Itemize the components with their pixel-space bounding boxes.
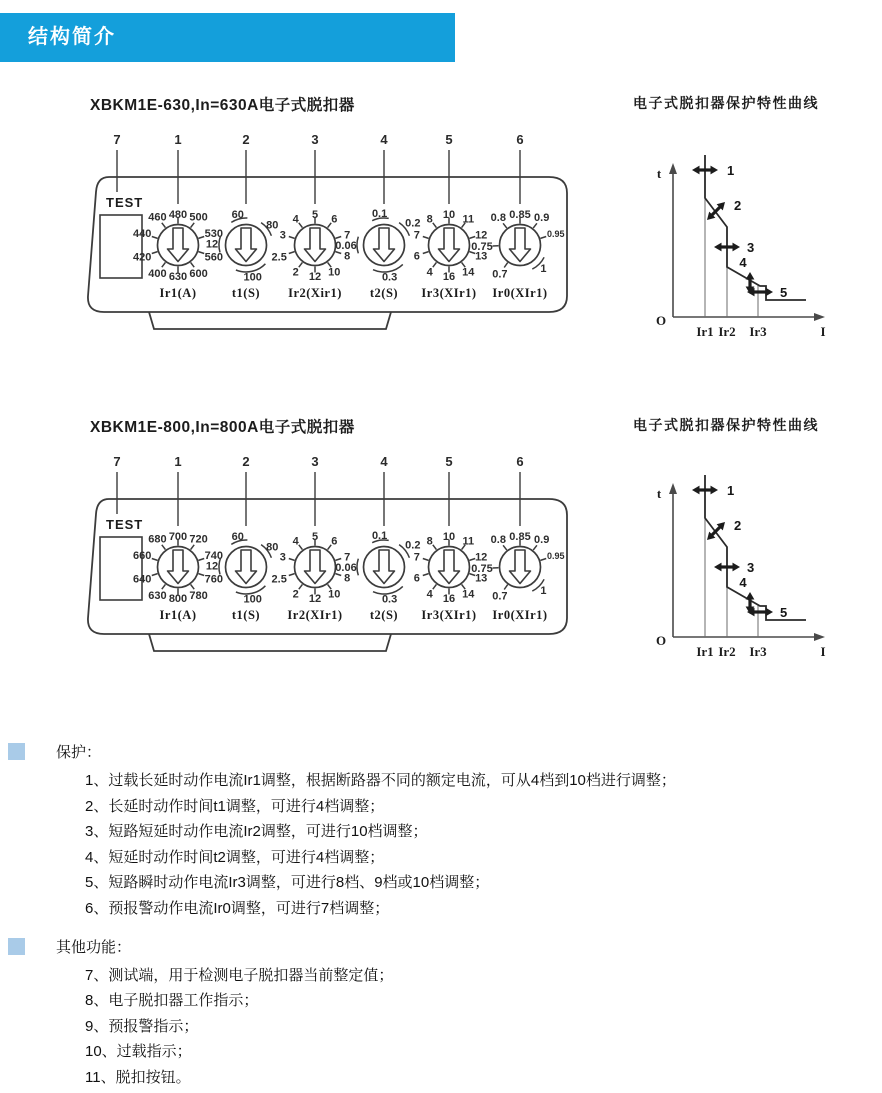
dial-value: 530 xyxy=(205,228,223,240)
dial-body xyxy=(295,225,336,266)
dial-value: 2.5 xyxy=(272,251,287,263)
dial-value: 0.95 xyxy=(547,229,565,239)
dial-name-label: t2(S) xyxy=(370,286,398,300)
dial-name-label: Ir0(XIr1) xyxy=(492,608,547,622)
dial-tick xyxy=(191,584,195,589)
note-item: 11、脱扣按钮。 xyxy=(0,1068,882,1087)
dial-tick xyxy=(504,263,508,268)
dial-value: 0.9 xyxy=(534,534,549,546)
dial-value: 6 xyxy=(414,572,420,584)
dial-value: 2 xyxy=(293,588,299,600)
dial-value: 0.1 xyxy=(372,208,387,220)
callout-number: 2 xyxy=(242,132,249,147)
dial-value: 13 xyxy=(475,250,487,262)
note-item: 4、短延时动作时间t2调整，可进行4档调整； xyxy=(0,848,882,867)
dial-value: 10 xyxy=(328,266,340,278)
dial-tick xyxy=(533,545,537,550)
curve-marker-number: 1 xyxy=(727,483,734,498)
dial-tick xyxy=(433,545,437,550)
panel-title-630: XBKM1E-630,In=630A电子式脱扣器 xyxy=(90,93,355,115)
callout-number: 1 xyxy=(174,454,181,469)
dial-pointer-arrow xyxy=(439,228,460,262)
dial-value: 2 xyxy=(293,266,299,278)
dial-value: 0.7 xyxy=(492,591,507,603)
dial-body xyxy=(364,225,405,266)
dial-value: 600 xyxy=(189,268,207,280)
dial-tick xyxy=(289,237,295,239)
dial-name-label: t1(S) xyxy=(232,608,260,622)
dial-tick xyxy=(191,223,195,228)
dial-pointer-arrow xyxy=(168,228,189,262)
dial-name-label: Ir3(XIr1) xyxy=(421,608,476,622)
dial-tick xyxy=(162,584,166,589)
dial-value: 0.85 xyxy=(509,209,530,221)
dial-value: 12 xyxy=(309,593,321,605)
dial-value: 4 xyxy=(427,266,434,278)
curve-title-2: 电子式脱扣器保护特性曲线 xyxy=(633,415,819,435)
dial-value: 14 xyxy=(462,266,475,278)
dial-value: 0.85 xyxy=(509,531,530,543)
dial-tick xyxy=(423,237,429,239)
dial-value: 14 xyxy=(462,588,475,600)
dial-Ir0(XIr1) xyxy=(471,209,564,281)
callout-number: 4 xyxy=(380,132,388,147)
dial-value: 780 xyxy=(189,590,207,602)
dial-tick xyxy=(335,252,341,254)
dial-value: 420 xyxy=(133,251,151,263)
note-heading xyxy=(0,936,882,957)
dial-value: 4 xyxy=(293,213,300,225)
note-item: 1、过载长延时动作电流Ir1调整，根据断路器不同的额定电流，可从4档到10档进行调整； xyxy=(0,771,882,790)
trip-unit-panel-diagram-630 xyxy=(83,128,573,338)
dial-name-label: t2(S) xyxy=(370,608,398,622)
dial-value: 0.7 xyxy=(492,269,507,281)
protection-curve-diagram-2 xyxy=(630,460,880,665)
dial-value: 12 xyxy=(206,561,218,573)
dial-value: 12 xyxy=(206,239,218,251)
dial-value: 4 xyxy=(293,535,300,547)
section-header-banner xyxy=(0,13,455,62)
dial-body xyxy=(226,547,267,588)
dial-tick xyxy=(503,223,507,228)
dial-name-label: Ir1(A) xyxy=(159,286,196,300)
dial-tick xyxy=(289,559,295,561)
dial-value: 12 xyxy=(475,229,487,241)
dial-value: 0.06 xyxy=(335,240,356,252)
dial-tick xyxy=(162,545,166,550)
dial-value: 800 xyxy=(169,593,187,605)
dial-value: 0.3 xyxy=(382,594,397,606)
dial-t1(S) xyxy=(206,209,279,283)
dial-bracket-arc xyxy=(219,236,221,253)
dial-value: 8 xyxy=(344,250,350,262)
dial-value: 10 xyxy=(443,209,455,221)
callout-number: 7 xyxy=(113,454,120,469)
protection-curve-diagram-1 xyxy=(630,140,880,345)
dial-tick xyxy=(289,252,295,254)
dial-value: 630 xyxy=(148,590,166,602)
dial-tick xyxy=(299,584,303,589)
note-heading-text: 保护： xyxy=(56,741,101,762)
dial-tick xyxy=(198,252,204,254)
dial-name-label: Ir2(Xir1) xyxy=(288,286,342,300)
dial-tick xyxy=(540,237,546,239)
trip-unit-panel-diagram-800 xyxy=(83,450,573,660)
dial-t2(S) xyxy=(335,530,420,605)
x-threshold-label: Ir1 xyxy=(696,644,713,659)
dial-tick xyxy=(423,574,429,576)
dial-name-label: Ir0(XIr1) xyxy=(492,286,547,300)
y-axis-arrowhead xyxy=(669,483,677,494)
x-threshold-label: Ir1 xyxy=(696,324,713,339)
dial-value: 760 xyxy=(205,573,223,585)
dial-value: 7 xyxy=(344,551,350,563)
dial-value: 0.3 xyxy=(382,272,397,284)
dial-value: 0.75 xyxy=(471,563,492,575)
callout-number: 1 xyxy=(174,132,181,147)
dial-name-label: Ir1(A) xyxy=(159,608,196,622)
dial-body xyxy=(158,547,199,588)
panel-title-800: XBKM1E-800,In=800A电子式脱扣器 xyxy=(90,415,355,437)
dial-t1(S) xyxy=(206,531,279,605)
y-axis-label: t xyxy=(657,166,662,181)
dial-value: 10 xyxy=(443,531,455,543)
dial-pointer-arrow xyxy=(374,228,395,262)
dial-tick xyxy=(423,252,429,254)
dial-value: 560 xyxy=(205,251,223,263)
dial-tick xyxy=(423,559,429,561)
dial-value: 80 xyxy=(266,541,278,553)
panel-bottom-tab xyxy=(149,312,391,329)
note-item: 5、短路瞬时动作电流Ir3调整，可进行8档、9档或10档调整； xyxy=(0,873,882,892)
curve-marker-number: 3 xyxy=(747,560,754,575)
dial-body xyxy=(295,547,336,588)
notes-section xyxy=(0,735,882,1093)
dial-pointer-arrow xyxy=(236,228,257,262)
dial-value: 740 xyxy=(205,550,223,562)
curve-marker-number: 4 xyxy=(739,255,747,270)
dial-value: 0.8 xyxy=(491,534,506,546)
dial-tick xyxy=(198,574,204,576)
x-axis-arrowhead xyxy=(814,633,825,641)
test-label: TEST xyxy=(106,195,143,210)
bullet-square-icon xyxy=(8,938,25,955)
dial-pointer-arrow xyxy=(305,550,326,584)
dial-bracket-arc xyxy=(219,558,221,575)
dial-value: 8 xyxy=(427,213,433,225)
dial-tick xyxy=(433,262,437,267)
x-threshold-label: Ir3 xyxy=(749,644,767,659)
dial-tick xyxy=(191,545,195,550)
dial-value: 8 xyxy=(344,572,350,584)
dial-name-label: t1(S) xyxy=(232,286,260,300)
dial-Ir0(XIr1) xyxy=(471,531,564,603)
dial-tick xyxy=(152,574,158,576)
panel-bottom-tab xyxy=(149,634,391,651)
dial-tick xyxy=(152,252,158,254)
note-item: 3、短路短延时动作电流Ir2调整，可进行10档调整； xyxy=(0,822,882,841)
callout-number: 3 xyxy=(311,132,318,147)
dial-pointer-arrow xyxy=(236,550,257,584)
dial-tick xyxy=(289,574,295,576)
dial-value: 440 xyxy=(133,228,151,240)
dial-value: 80 xyxy=(266,219,278,231)
dial-tick xyxy=(335,237,341,239)
x-threshold-label: Ir2 xyxy=(718,644,735,659)
dial-tick xyxy=(198,559,204,561)
dial-body xyxy=(364,547,405,588)
note-item: 9、预报警指示； xyxy=(0,1017,882,1036)
note-heading-text: 其他功能： xyxy=(56,936,131,957)
dial-tick xyxy=(540,559,546,561)
dial-value: 100 xyxy=(244,272,262,284)
note-item: 10、过载指示； xyxy=(0,1042,882,1061)
dial-tick xyxy=(335,574,341,576)
dial-value: 480 xyxy=(169,209,187,221)
test-label: TEST xyxy=(106,517,143,532)
dial-value: 3 xyxy=(280,229,286,241)
trip-characteristic-curve xyxy=(705,155,806,300)
dial-tick xyxy=(152,559,158,561)
x-threshold-label: Ir2 xyxy=(718,324,735,339)
dial-tick xyxy=(198,237,204,239)
x-axis-label: I xyxy=(820,324,825,339)
dial-value: 11 xyxy=(462,535,474,547)
x-axis-label: I xyxy=(820,644,825,659)
dial-bracket-arc xyxy=(357,559,358,576)
dial-tick xyxy=(533,223,537,228)
dial-value: 1 xyxy=(540,585,546,597)
dial-pointer-arrow xyxy=(305,228,326,262)
dial-pointer-arrow xyxy=(168,550,189,584)
dial-value: 1 xyxy=(540,263,546,275)
origin-label: O xyxy=(656,313,666,328)
dial-bracket-arc xyxy=(357,237,358,254)
dial-value: 6 xyxy=(331,535,337,547)
dial-value: 10 xyxy=(328,588,340,600)
dial-pointer-arrow xyxy=(510,550,531,584)
dial-value: 3 xyxy=(280,551,286,563)
dial-value: 640 xyxy=(133,573,151,585)
origin-label: O xyxy=(656,633,666,648)
dial-body xyxy=(500,225,541,266)
callout-number: 6 xyxy=(516,454,523,469)
callout-number: 7 xyxy=(113,132,120,147)
section-header-title: 结构简介 xyxy=(28,26,116,48)
dial-value: 0.2 xyxy=(405,539,420,551)
dial-tick xyxy=(503,545,507,550)
dial-tick xyxy=(335,559,341,561)
dial-tick xyxy=(152,237,158,239)
curve-marker-number: 5 xyxy=(780,605,787,620)
dial-value: 0.2 xyxy=(405,217,420,229)
note-item: 6、预报警动作电流Ir0调整，可进行7档调整； xyxy=(0,899,882,918)
callout-number: 6 xyxy=(516,132,523,147)
callout-number: 5 xyxy=(445,132,452,147)
dial-value: 630 xyxy=(169,271,187,283)
dial-value: 16 xyxy=(443,593,455,605)
note-item: 8、电子脱扣器工作指示； xyxy=(0,991,882,1010)
dial-value: 0.9 xyxy=(534,212,549,224)
dial-tick xyxy=(433,584,437,589)
y-axis-label: t xyxy=(657,486,662,501)
curve-marker-number: 4 xyxy=(739,575,747,590)
dial-value: 60 xyxy=(232,209,244,221)
dial-body xyxy=(158,225,199,266)
dial-value: 60 xyxy=(232,531,244,543)
dial-tick xyxy=(162,223,166,228)
callout-number: 4 xyxy=(380,454,388,469)
dial-t2(S) xyxy=(335,208,420,283)
dial-body xyxy=(226,225,267,266)
x-threshold-label: Ir3 xyxy=(749,324,767,339)
dial-name-label: Ir3(XIr1) xyxy=(421,286,476,300)
dial-value: 8 xyxy=(427,535,433,547)
dial-value: 0.8 xyxy=(491,212,506,224)
dial-body xyxy=(500,547,541,588)
curve-marker-number: 2 xyxy=(734,518,741,533)
dial-value: 7 xyxy=(414,229,420,241)
dial-value: 11 xyxy=(462,213,474,225)
y-axis-arrowhead xyxy=(669,163,677,174)
dial-value: 7 xyxy=(414,551,420,563)
dial-value: 16 xyxy=(443,271,455,283)
dial-value: 12 xyxy=(475,551,487,563)
dial-value: 720 xyxy=(189,533,207,545)
dial-value: 2.5 xyxy=(272,573,287,585)
dial-value: 400 xyxy=(148,268,166,280)
note-item: 2、长延时动作时间t1调整，可进行4档调整； xyxy=(0,797,882,816)
dial-body xyxy=(429,547,470,588)
dial-value: 0.1 xyxy=(372,530,387,542)
dial-value: 460 xyxy=(148,211,166,223)
dial-tick xyxy=(162,262,166,267)
x-axis-arrowhead xyxy=(814,313,825,321)
curve-title-1: 电子式脱扣器保护特性曲线 xyxy=(633,93,819,113)
dial-value: 13 xyxy=(475,572,487,584)
trip-characteristic-curve xyxy=(705,475,806,620)
curve-marker-number: 2 xyxy=(734,198,741,213)
dial-value: 7 xyxy=(344,229,350,241)
dial-value: 5 xyxy=(312,531,318,543)
note-heading xyxy=(0,741,882,762)
dial-tick xyxy=(299,223,303,228)
curve-marker-number: 3 xyxy=(747,240,754,255)
callout-number: 3 xyxy=(311,454,318,469)
dial-name-label: Ir2(XIr1) xyxy=(287,608,342,622)
callout-number: 2 xyxy=(242,454,249,469)
dial-value: 12 xyxy=(309,271,321,283)
dial-value: 4 xyxy=(427,588,434,600)
dial-value: 6 xyxy=(414,250,420,262)
dial-value: 0.95 xyxy=(547,551,565,561)
curve-marker-number: 1 xyxy=(727,163,734,178)
dial-pointer-arrow xyxy=(510,228,531,262)
dial-pointer-arrow xyxy=(374,550,395,584)
note-group xyxy=(0,741,882,918)
test-port-window xyxy=(100,215,142,278)
curve-marker-number: 5 xyxy=(780,285,787,300)
dial-tick xyxy=(299,262,303,267)
dial-value: 500 xyxy=(189,211,207,223)
callout-number: 5 xyxy=(445,454,452,469)
dial-value: 5 xyxy=(312,209,318,221)
note-item: 7、测试端，用于检测电子脱扣器当前整定值； xyxy=(0,966,882,985)
test-port-window xyxy=(100,537,142,600)
dial-value: 680 xyxy=(148,533,166,545)
dial-value: 0.75 xyxy=(471,241,492,253)
dial-tick xyxy=(433,223,437,228)
dial-body xyxy=(429,225,470,266)
dial-value: 660 xyxy=(133,550,151,562)
dial-value: 0.06 xyxy=(335,562,356,574)
dial-value: 100 xyxy=(244,594,262,606)
dial-tick xyxy=(504,585,508,590)
bullet-square-icon xyxy=(8,743,25,760)
dial-value: 700 xyxy=(169,531,187,543)
dial-tick xyxy=(299,545,303,550)
dial-value: 6 xyxy=(331,213,337,225)
dial-tick xyxy=(191,262,195,267)
note-group xyxy=(0,936,882,1087)
dial-pointer-arrow xyxy=(439,550,460,584)
